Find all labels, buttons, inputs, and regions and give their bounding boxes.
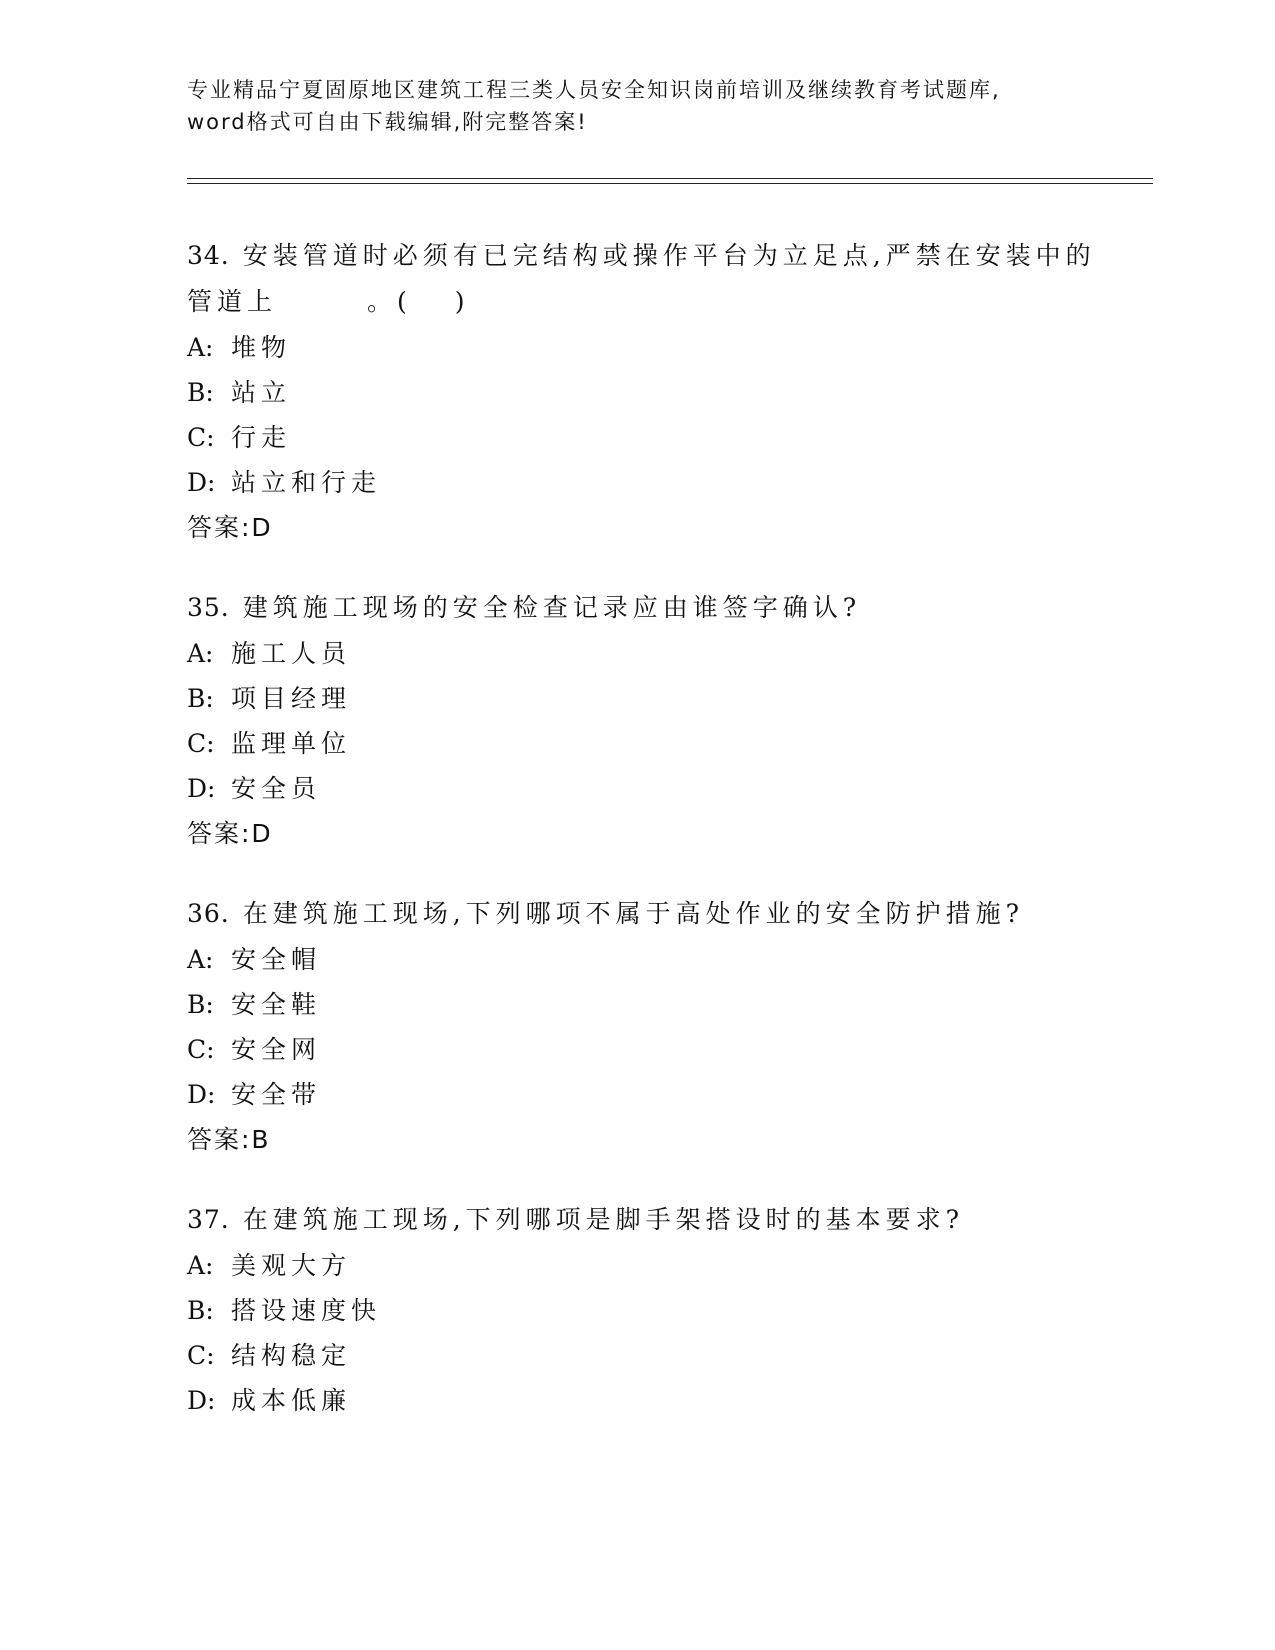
option-key: D: bbox=[187, 468, 216, 497]
option-key: C: bbox=[187, 423, 215, 452]
option-a bbox=[187, 1243, 1147, 1288]
question-stem bbox=[187, 585, 1147, 631]
header-title-line-1: 专业精品宁夏固原地区建筑工程三类人员安全知识岗前培训及继续教育考试题库, bbox=[187, 78, 1001, 102]
option-text: 结构稳定 bbox=[231, 1341, 352, 1370]
answer-line: 答案:D bbox=[187, 819, 273, 848]
option-key: D: bbox=[187, 1386, 216, 1415]
option-text: 成本低廉 bbox=[231, 1386, 352, 1415]
question-text-line-1: 在建筑施工现场,下列哪项不属于高处作业的安全防护措施? bbox=[242, 899, 1025, 928]
option-key: B: bbox=[187, 684, 214, 713]
question-35 bbox=[187, 585, 1147, 857]
option-text: 美观大方 bbox=[231, 1251, 352, 1280]
question-36 bbox=[187, 891, 1147, 1163]
option-a bbox=[187, 937, 1147, 982]
option-key: A: bbox=[187, 333, 214, 362]
question-text-line-2: 管道上 。( ) bbox=[187, 287, 470, 316]
option-key: A: bbox=[187, 639, 214, 668]
option-c bbox=[187, 721, 1147, 766]
question-number: 35. bbox=[187, 593, 230, 622]
header-divider-bottom bbox=[187, 183, 1153, 184]
option-b bbox=[187, 1288, 1147, 1333]
option-text: 项目经理 bbox=[231, 684, 352, 713]
option-text: 安全带 bbox=[231, 1080, 322, 1109]
option-d bbox=[187, 1378, 1147, 1423]
option-text: 站立和行走 bbox=[231, 468, 382, 497]
option-c bbox=[187, 1333, 1147, 1378]
question-text-line-1: 安装管道时必须有已完结构或操作平台为立足点,严禁在安装中的 bbox=[242, 241, 1096, 270]
option-key: D: bbox=[187, 1080, 216, 1109]
question-34 bbox=[187, 233, 1147, 551]
question-list bbox=[187, 233, 1147, 1457]
option-text: 搭设速度快 bbox=[231, 1296, 382, 1325]
option-text: 监理单位 bbox=[231, 729, 352, 758]
option-d bbox=[187, 460, 1147, 505]
option-text: 安全网 bbox=[231, 1035, 322, 1064]
option-d bbox=[187, 766, 1147, 811]
option-a bbox=[187, 631, 1147, 676]
option-key: B: bbox=[187, 990, 214, 1019]
option-text: 行走 bbox=[231, 423, 292, 452]
option-c bbox=[187, 1027, 1147, 1072]
option-key: D: bbox=[187, 774, 216, 803]
option-key: A: bbox=[187, 1251, 214, 1280]
question-stem bbox=[187, 233, 1147, 279]
question-number: 37. bbox=[187, 1205, 230, 1234]
question-text-line-1: 在建筑施工现场,下列哪项是脚手架搭设时的基本要求? bbox=[242, 1205, 965, 1234]
option-text: 站立 bbox=[231, 378, 292, 407]
option-text: 安全员 bbox=[231, 774, 322, 803]
question-stem bbox=[187, 891, 1147, 937]
question-number: 36. bbox=[187, 899, 230, 928]
option-key: A: bbox=[187, 945, 214, 974]
option-d bbox=[187, 1072, 1147, 1117]
question-text-line-1: 建筑施工现场的安全检查记录应由谁签字确认? bbox=[242, 593, 862, 622]
question-number: 34. bbox=[187, 241, 230, 270]
option-b bbox=[187, 370, 1147, 415]
option-key: B: bbox=[187, 378, 214, 407]
option-key: C: bbox=[187, 1035, 215, 1064]
answer-line: 答案:D bbox=[187, 513, 273, 542]
option-key: C: bbox=[187, 729, 215, 758]
option-text: 安全帽 bbox=[231, 945, 322, 974]
option-b bbox=[187, 982, 1147, 1027]
option-key: B: bbox=[187, 1296, 214, 1325]
question-37 bbox=[187, 1197, 1147, 1423]
option-key: C: bbox=[187, 1341, 215, 1370]
option-text: 施工人员 bbox=[231, 639, 352, 668]
option-text: 堆物 bbox=[231, 333, 292, 362]
document-header bbox=[187, 74, 1087, 138]
option-b bbox=[187, 676, 1147, 721]
option-text: 安全鞋 bbox=[231, 990, 322, 1019]
header-title-line-2: word格式可自由下载编辑,附完整答案! bbox=[187, 110, 588, 134]
option-a bbox=[187, 325, 1147, 370]
answer-line: 答案:B bbox=[187, 1125, 271, 1154]
option-c bbox=[187, 415, 1147, 460]
header-divider-top bbox=[187, 178, 1153, 179]
question-stem bbox=[187, 1197, 1147, 1243]
